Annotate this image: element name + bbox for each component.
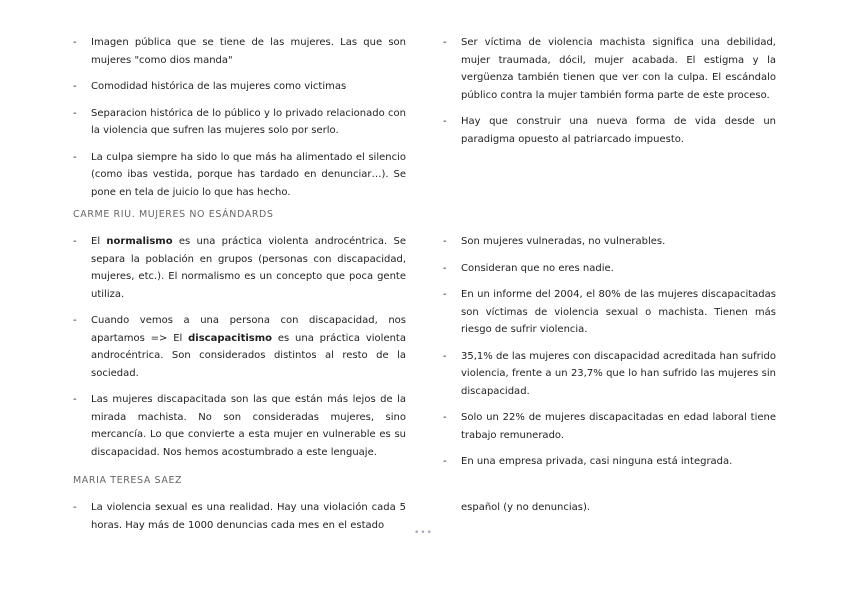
- bullet-dash: -: [443, 236, 447, 247]
- bullet-dash: -: [73, 81, 77, 92]
- list-item: - Ser víctima de violencia machista significa una debilidad, mujer traumada, dócil, mujer acabada. El estigma y la vergüenza también tienen que ver con la culpa. El escándalo público contra la mujer también forma parte de este proceso.: [443, 34, 776, 104]
- bullet-dash: -: [73, 151, 77, 163]
- bullet-dash: -: [443, 350, 447, 362]
- bullet-dash: -: [73, 502, 77, 513]
- list-item: - Solo un 22% de mujeres discapacitadas en edad laboral tiene trabajo remunerado.: [443, 409, 776, 444]
- list-item: - Comodidad histórica de las mujeres como victimas: [73, 78, 406, 96]
- list-item: - Consideran que no eres nadie.: [443, 260, 776, 278]
- bold-term: normalismo: [106, 236, 173, 247]
- list-item: - Hay que construir una nueva forma de vida desde un paradigma opuesto al patriarcado impuesto.: [443, 113, 776, 148]
- list-item: - La violencia sexual es una realidad. Hay una violación cada 5 horas. Hay más de 1000 denuncias cada mes en el estado: [73, 499, 406, 534]
- list-item: - Las mujeres discapacitada son las que están más lejos de la mirada machista. No son consideradas mujeres, sino mercancía. Lo que convierte a esta mujer en vulnerable es su discapacidad. Nos hemos acostumbrado a este lenguaje.: [73, 391, 406, 461]
- list-item-continuation: español (y no denuncias).: [461, 502, 591, 513]
- section1-left-column: [73, 34, 406, 210]
- section-heading-maria-teresa-saez: MARIA TERESA SAEZ: [73, 475, 183, 486]
- section1-right-column: [443, 34, 776, 157]
- bullet-dash: -: [73, 236, 77, 247]
- bullet-list: [443, 34, 776, 148]
- list-item: - En una empresa privada, casi ninguna está integrada.: [443, 453, 776, 471]
- bullet-list: [73, 233, 406, 461]
- more-content-dots-icon[interactable]: •••: [414, 528, 433, 538]
- list-item: - En un informe del 2004, el 80% de las mujeres discapacitadas son víctimas de violencia sexual o machista. Tienen más riesgo de sufrir violencia.: [443, 286, 776, 339]
- bullet-list: [73, 499, 406, 534]
- continuation-text: [443, 499, 776, 517]
- bullet-dash: -: [443, 116, 447, 127]
- bullet-dash: -: [443, 262, 447, 274]
- list-item: - Imagen pública que se tiene de las mujeres. Las que son mujeres "como dios manda": [73, 34, 406, 69]
- bullet-dash: -: [443, 37, 447, 48]
- section3-right-column: [443, 499, 776, 526]
- bullet-dash: -: [443, 289, 447, 300]
- bold-term: discapacitismo: [188, 332, 273, 344]
- list-item: - El normalismo es una práctica violenta androcéntrica. Se separa la población en grupos (personas con discapacidad, mujeres, etc.). El normalismo es un concepto que poca gente utiliza.: [73, 233, 406, 303]
- bullet-dash: -: [73, 107, 77, 119]
- section3-left-column: [73, 499, 406, 543]
- bullet-dash: -: [443, 412, 447, 423]
- bullet-dash: -: [73, 394, 77, 405]
- list-item: - Cuando vemos a una persona con discapacidad, nos apartamos => El discapacitismo es una práctica violenta androcéntrica. Son considerados distintos al resto de la sociedad.: [73, 312, 406, 382]
- section2-right-column: [443, 233, 776, 480]
- bullet-dash: -: [73, 315, 77, 326]
- bullet-list: [443, 233, 776, 471]
- bullet-dash: -: [73, 37, 77, 48]
- bullet-list: [73, 34, 406, 201]
- bullet-dash: -: [443, 456, 447, 467]
- list-item: - Son mujeres vulneradas, no vulnerables.: [443, 233, 776, 251]
- section-heading-carme-riu: CARME RIU. MUJERES NO ESÁNDARDS: [73, 209, 274, 220]
- section2-left-column: [73, 233, 406, 470]
- list-item: - Separacion histórica de lo público y lo privado relacionado con la violencia que sufren las mujeres solo por serlo.: [73, 105, 406, 140]
- list-item: - La culpa siempre ha sido lo que más ha alimentado el silencio (como ibas vestida, porque has tardado en denunciar…). Se pone en tela de juicio lo que has hecho.: [73, 149, 406, 202]
- list-item: - 35,1% de las mujeres con discapacidad acreditada han sufrido violencia, frente a un 23,7% que lo han sufrido las mujeres sin discapacidad.: [443, 348, 776, 401]
